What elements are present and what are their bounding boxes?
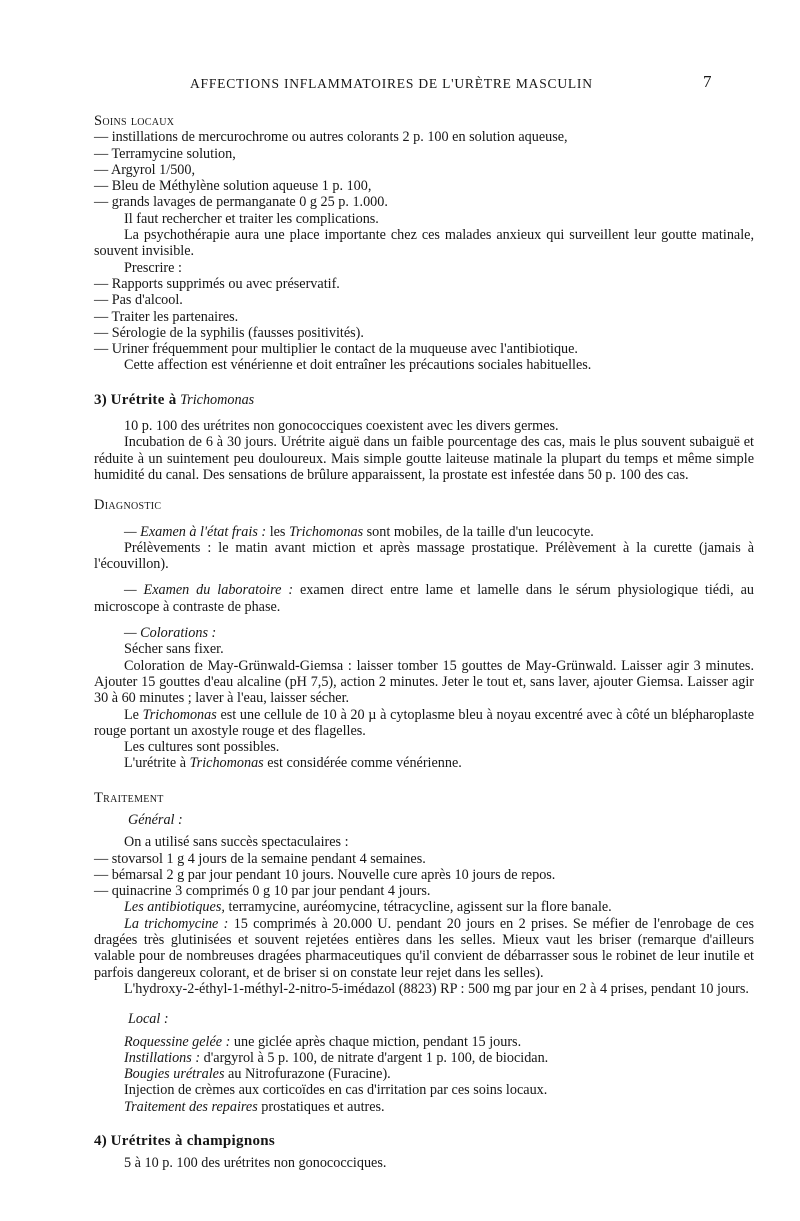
prescrire-label: Prescrire :: [124, 259, 182, 276]
page-body: [94, 113, 754, 1172]
venerienne-diag-paragraph: [94, 755, 754, 771]
prelevements-paragraph: Prélèvements : le matin avant miction et après massage prostatique. Prélèvement à la curette (jamais à l'écouvillon).: [94, 539, 754, 573]
complications-paragraph: Il faut rechercher et traiter les complications.: [124, 210, 379, 227]
cellule-italic: Trichomonas: [142, 706, 217, 723]
traitement-heading: Traitement: [94, 789, 164, 806]
examen-frais-italic: Trichomonas: [289, 523, 364, 540]
bougies-text: au Nitrofurazone (Furacine).: [228, 1066, 391, 1083]
section-4-title: Urétrites à champignons: [110, 1133, 276, 1150]
soins-item: — instillations de mercurochrome ou autres colorants 2 p. 100 en solution aqueuse,: [94, 129, 568, 146]
running-head: AFFECTIONS INFLAMMATOIRES DE L'URÈTRE MASCULIN: [190, 76, 593, 91]
section-4-number: 4): [94, 1133, 108, 1150]
traitement-item: — stovarsol 1 g 4 jours de la semaine pendant 4 semaines.: [94, 850, 426, 867]
hydroxy-paragraph: L'hydroxy-2-éthyl-1-méthyl-2-nitro-5-imédazol (8823) RP : 500 mg par jour en 2 à 4 prises, pendant 10 jours.: [124, 980, 749, 997]
antibiotiques-text: terramycine, auréomycine, tétracycline, agissent sur la flore banale.: [228, 899, 612, 916]
venerienne-diag-text-end: est considérée comme vénérienne.: [267, 755, 462, 772]
venerienne-paragraph: Cette affection est vénérienne et doit entraîner les précautions sociales habituelles.: [124, 357, 592, 374]
soins-item: — Terramycine solution,: [94, 145, 236, 162]
examen-labo-text: examen direct entre lame et lamelle dans le sérum physiologique tiédi, au microscope à contraste de phase.: [94, 582, 755, 615]
section-3-title-italic: Trichomonas: [180, 391, 255, 408]
roquessine-text: une giclée après chaque miction, pendant 15 jours.: [233, 1033, 522, 1050]
may-grunwald-paragraph: Coloration de May-Grünwald-Giemsa : laisser tomber 15 gouttes de May-Grünwald. Laisser agir 3 minutes. Ajouter 15 gouttes d'eau alcaline (pH 7,5), action 2 minutes. Jeter le tout et, sans laver, ajouter Giemsa. Laisser agir 30 à 60 minutes ; laver à l'eau, laisser sécher.: [94, 657, 754, 707]
repaires-text: prostatiques et autres.: [261, 1098, 385, 1115]
local-subheading: Local :: [128, 1011, 169, 1028]
trichomycine-label: La trichomycine :: [124, 915, 229, 932]
bougies-label: Bougies urétrales: [124, 1066, 225, 1083]
traitement-item: — quinacrine 3 comprimés 0 g 10 par jour pendant 4 jours.: [94, 883, 431, 900]
section-4-heading: [94, 1133, 754, 1149]
examen-frais-paragraph: [94, 524, 754, 540]
roquessine-label: Roquessine gelée :: [124, 1033, 231, 1050]
repaires-paragraph: [94, 1099, 754, 1115]
antibiotiques-paragraph: [94, 899, 754, 915]
bougies-paragraph: [94, 1066, 754, 1082]
general-subheading: Général :: [128, 811, 183, 828]
prescription-item: — Uriner fréquemment pour multiplier le contact de la muqueuse avec l'antibiotique.: [94, 341, 578, 358]
section-4-intro: 5 à 10 p. 100 des urétrites non gonococciques.: [124, 1155, 387, 1172]
instillations-label: Instillations :: [124, 1049, 201, 1066]
trichomycine-paragraph: [94, 916, 754, 981]
instillations-text: d'argyrol à 5 p. 100, de nitrate d'argent 1 p. 100, de biocidan.: [203, 1049, 549, 1066]
roquessine-paragraph: [94, 1034, 754, 1050]
soins-item: — grands lavages de permanganate 0 g 25 p. 1.000.: [94, 194, 388, 211]
secher-paragraph: Sécher sans fixer.: [124, 641, 224, 658]
soins-item: — Argyrol 1/500,: [94, 161, 196, 178]
injection-paragraph: Injection de crèmes aux corticoïdes en cas d'irritation par ces soins locaux.: [124, 1082, 548, 1099]
colorations-label-text: — Colorations :: [124, 625, 217, 642]
examen-frais-text-end: sont mobiles, de la taille d'un leucocyte.: [366, 523, 594, 540]
cultures-paragraph: Les cultures sont possibles.: [124, 739, 280, 756]
section-3-title: Urétrite à: [110, 391, 177, 408]
prescription-item: — Traiter les partenaires.: [94, 308, 239, 325]
prescription-item: — Pas d'alcool.: [94, 292, 183, 309]
venerienne-diag-italic: Trichomonas: [189, 755, 264, 772]
section-3-heading: [94, 392, 754, 408]
psychotherapie-paragraph: La psychothérapie aura une place importante chez ces malades anxieux qui surveillent leur goutte matinale, souvent invisible.: [94, 227, 754, 260]
cellule-text: Le: [124, 706, 139, 723]
section-3-number: 3): [94, 391, 108, 408]
examen-labo-label: — Examen du laboratoire :: [124, 582, 294, 599]
instillations-paragraph: [94, 1050, 754, 1066]
soins-locaux-heading: Soins locaux: [94, 113, 175, 129]
diagnostic-heading: Diagnostic: [94, 497, 162, 514]
section-3-intro: 10 p. 100 des urétrites non gonococciques coexistent avec les divers germes.: [124, 418, 559, 435]
soins-item: — Bleu de Méthylène solution aqueuse 1 p. 100,: [94, 178, 372, 195]
examen-frais-label: — Examen à l'état frais :: [124, 523, 267, 540]
incubation-paragraph: Incubation de 6 à 30 jours. Urétrite aiguë dans un faible pourcentage des cas, mais le plus souvent subaiguë et réduite à un suintement peu douloureux. Mais simple goutte laiteuse matinale la plupart du temps et même simple humidité du canal. Des sensations de brûlure apparaissent, la prostate est infestée dans 50 p. 100 des cas.: [94, 434, 754, 483]
traitement-item: — bémarsal 2 g par jour pendant 10 jours. Nouvelle cure après 10 jours de repos.: [94, 866, 556, 883]
colorations-label: [94, 625, 754, 641]
utilise-paragraph: On a utilisé sans succès spectaculaires :: [124, 834, 349, 851]
repaires-label: Traitement des repaires: [124, 1098, 258, 1115]
venerienne-diag-text: L'urétrite à: [124, 755, 187, 772]
cellule-text-end: est une cellule de 10 à 20 µ à cytoplasme bleu à noyau excentré avec à côté un blépharoplaste rouge portant un axostyle rouge et des flagelles.: [94, 706, 755, 739]
prescription-item: — Sérologie de la syphilis (fausses positivités).: [94, 324, 364, 341]
examen-frais-text: les: [269, 523, 286, 540]
cellule-paragraph: [94, 707, 754, 740]
page-number: 7: [703, 72, 712, 91]
antibiotiques-label: Les antibiotiques,: [124, 899, 225, 916]
prescription-item: — Rapports supprimés ou avec préservatif.: [94, 275, 340, 292]
examen-labo-paragraph: [94, 582, 754, 615]
trichomycine-text: 15 comprimés à 20.000 U. pendant 20 jours en 2 prises. Se méfier de l'enrobage de ces dragées très glutinisées et souvent rejetées entières dans les selles. Mieux vaut les briser (remarque d'ailleurs valable pour de nombreuses dragées pharmaceutiques qu'il convient de débarrasser sous le robinet de leur inutile et parfois dangereux colorant, et de briser si on constate leur rejet dans les selles).: [94, 915, 754, 981]
